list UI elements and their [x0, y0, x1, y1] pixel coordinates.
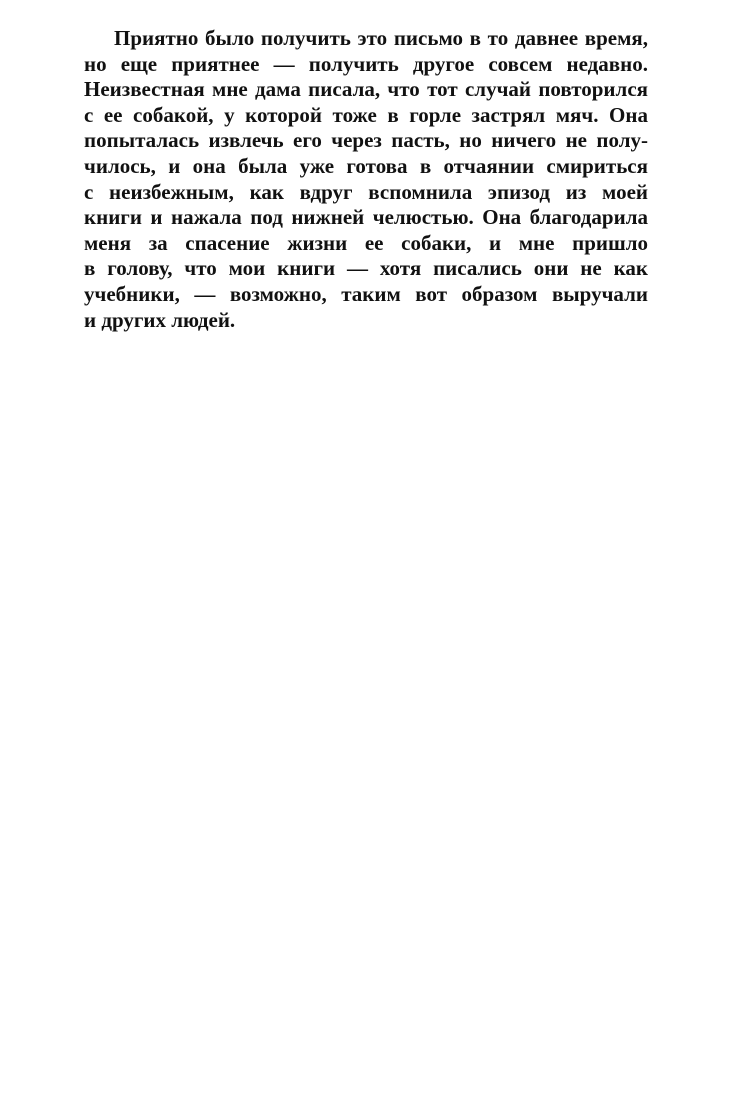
text-line: с ее собакой, у которой тоже в горле застрял мяч. Она [84, 102, 648, 127]
text-line: Приятно было получить это письмо в то давнее время, [114, 26, 648, 50]
paragraph [84, 26, 648, 333]
text-line: чилось, и она была уже готова в отчаянии смириться [84, 153, 648, 178]
text-line: учебники, — возможно, таким вот образом выручали [84, 281, 648, 306]
text-line: с неизбежным, как вдруг вспомнила эпизод из моей [84, 179, 648, 204]
text-line: книги и нажала под нижней челюстью. Она благодарила [84, 205, 648, 230]
text-line: и других людей. [84, 307, 236, 332]
text-line: попыталась извлечь его через пасть, но ничего не полу- [84, 128, 648, 153]
text-line: но еще приятнее — получить другое совсем недавно. [84, 51, 648, 76]
text-line: меня за спасение жизни ее собаки, и мне пришло [84, 230, 648, 255]
text-line: в голову, что мои книги — хотя писались они не как [84, 256, 648, 281]
text-line: Неизвестная мне дама писала, что тот случай повторился [84, 77, 648, 102]
